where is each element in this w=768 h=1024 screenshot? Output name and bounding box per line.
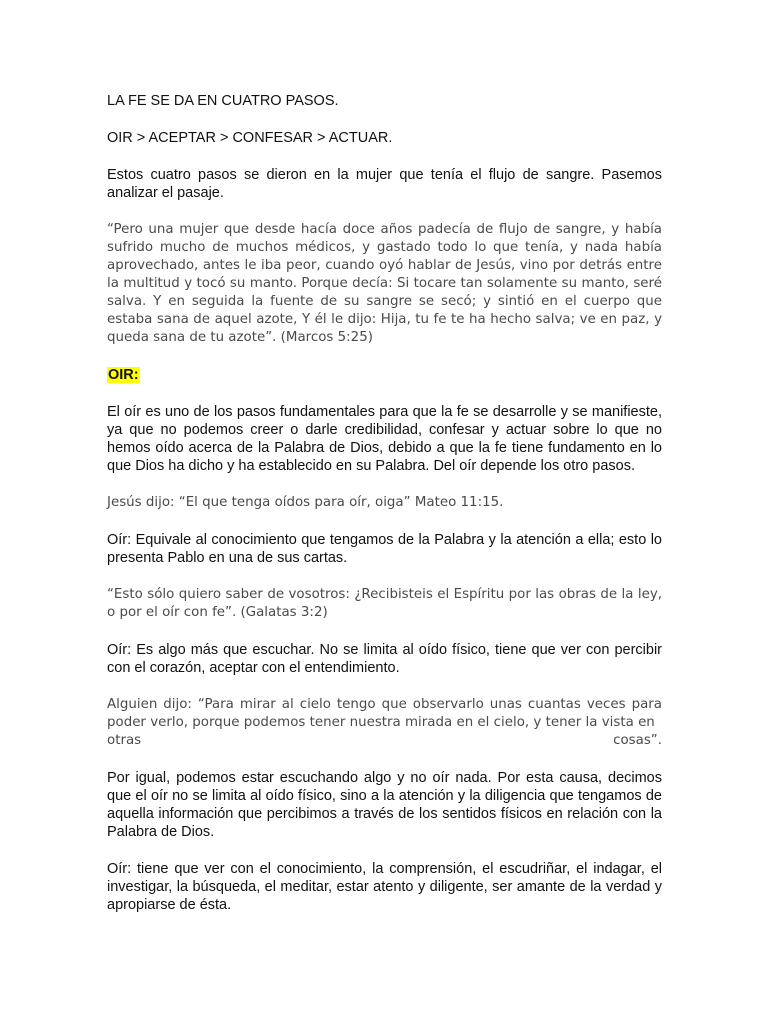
paragraph-oir-2: Oír: Equivale al conocimiento que tengamos de la Palabra y la atención a ella; esto lo presenta Pablo en una de sus cartas. <box>107 532 662 566</box>
highlighted-heading: OIR: <box>108 367 139 383</box>
quote-alguien <box>107 696 662 750</box>
quote-galatas: “Esto sólo quiero saber de vosotros: ¿Recibisteis el Espíritu por las obras de la ley, o por el oír con fe”. (Galatas 3:2) <box>107 587 662 620</box>
quote-alguien-main: Alguien dijo: “Para mirar al cielo tengo que observarlo unas cuantas veces para poder verlo, porque podemos tener nuestra mirada en el cielo, y tener la vista en <box>107 697 662 730</box>
paragraph-oir-4: Oír: tiene que ver con el conocimiento, la comprensión, el escudriñar, el indagar, el investigar, la búsqueda, el meditar, estar atento y diligente, ser amante de la verdad y apropiarse de ésta. <box>107 861 662 913</box>
paragraph-oir-3: Oír: Es algo más que escuchar. No se limita al oído físico, tiene que ver con percibir con el corazón, aceptar con el entendimiento. <box>107 642 662 676</box>
quote-marcos: “Pero una mujer que desde hacía doce años padecía de flujo de sangre, y había sufrido mucho de muchos médicos, y gastado todo lo que tenía, y nada había aprovechado, antes le iba peor, cuando oyó hablar de Jesús, vino por detrás entre la multitud y tocó su manto. Porque decía: Si tocare tan solamente su manto, seré salva. Y en seguida la fuente de su sangre se secó; y sintió en el cuerpo que estaba sana de aquel azote, Y él le dijo: Hija, tu fe te ha hecho salva; ve en paz, y queda sana de tu azote”. (Marcos 5:25) <box>107 222 662 345</box>
quote-mateo: Jesús dijo: “El que tenga oídos para oír, oiga” Mateo 11:15. <box>107 495 504 510</box>
steps-line: OIR > ACEPTAR > CONFESAR > ACTUAR. <box>107 130 393 146</box>
section-heading-oir <box>107 366 662 384</box>
intro-paragraph: Estos cuatro pasos se dieron en la mujer que tenía el flujo de sangre. Pasemos analizar el pasaje. <box>107 167 662 201</box>
quote-alguien-last-line <box>107 732 662 750</box>
paragraph-oir-1: El oír es uno de los pasos fundamentales para que la fe se desarrolle y se manifieste, ya que no podemos creer o darle credibilidad, confesar y actuar sobre lo que no hemos oído acerca de la Palabra de Dios, debido a que la fe tiene fundamento en lo que Dios ha dicho y ha establecido en su Palabra. Del oír depende los otro pasos. <box>107 404 662 474</box>
paragraph-igual: Por igual, podemos estar escuchando algo y no oír nada. Por esta causa, decimos que el oír no se limita al oído físico, sino a la atención y la diligencia que tengamos de aquella información que percibimos a través de los sentidos físicos en relación con la Palabra de Dios. <box>107 770 662 840</box>
document-title: LA FE SE DA EN CUATRO PASOS. <box>107 93 339 109</box>
document-page <box>107 92 662 933</box>
quote-alguien-last-left: otras <box>107 733 142 748</box>
quote-alguien-last-right: cosas”. <box>613 733 662 748</box>
